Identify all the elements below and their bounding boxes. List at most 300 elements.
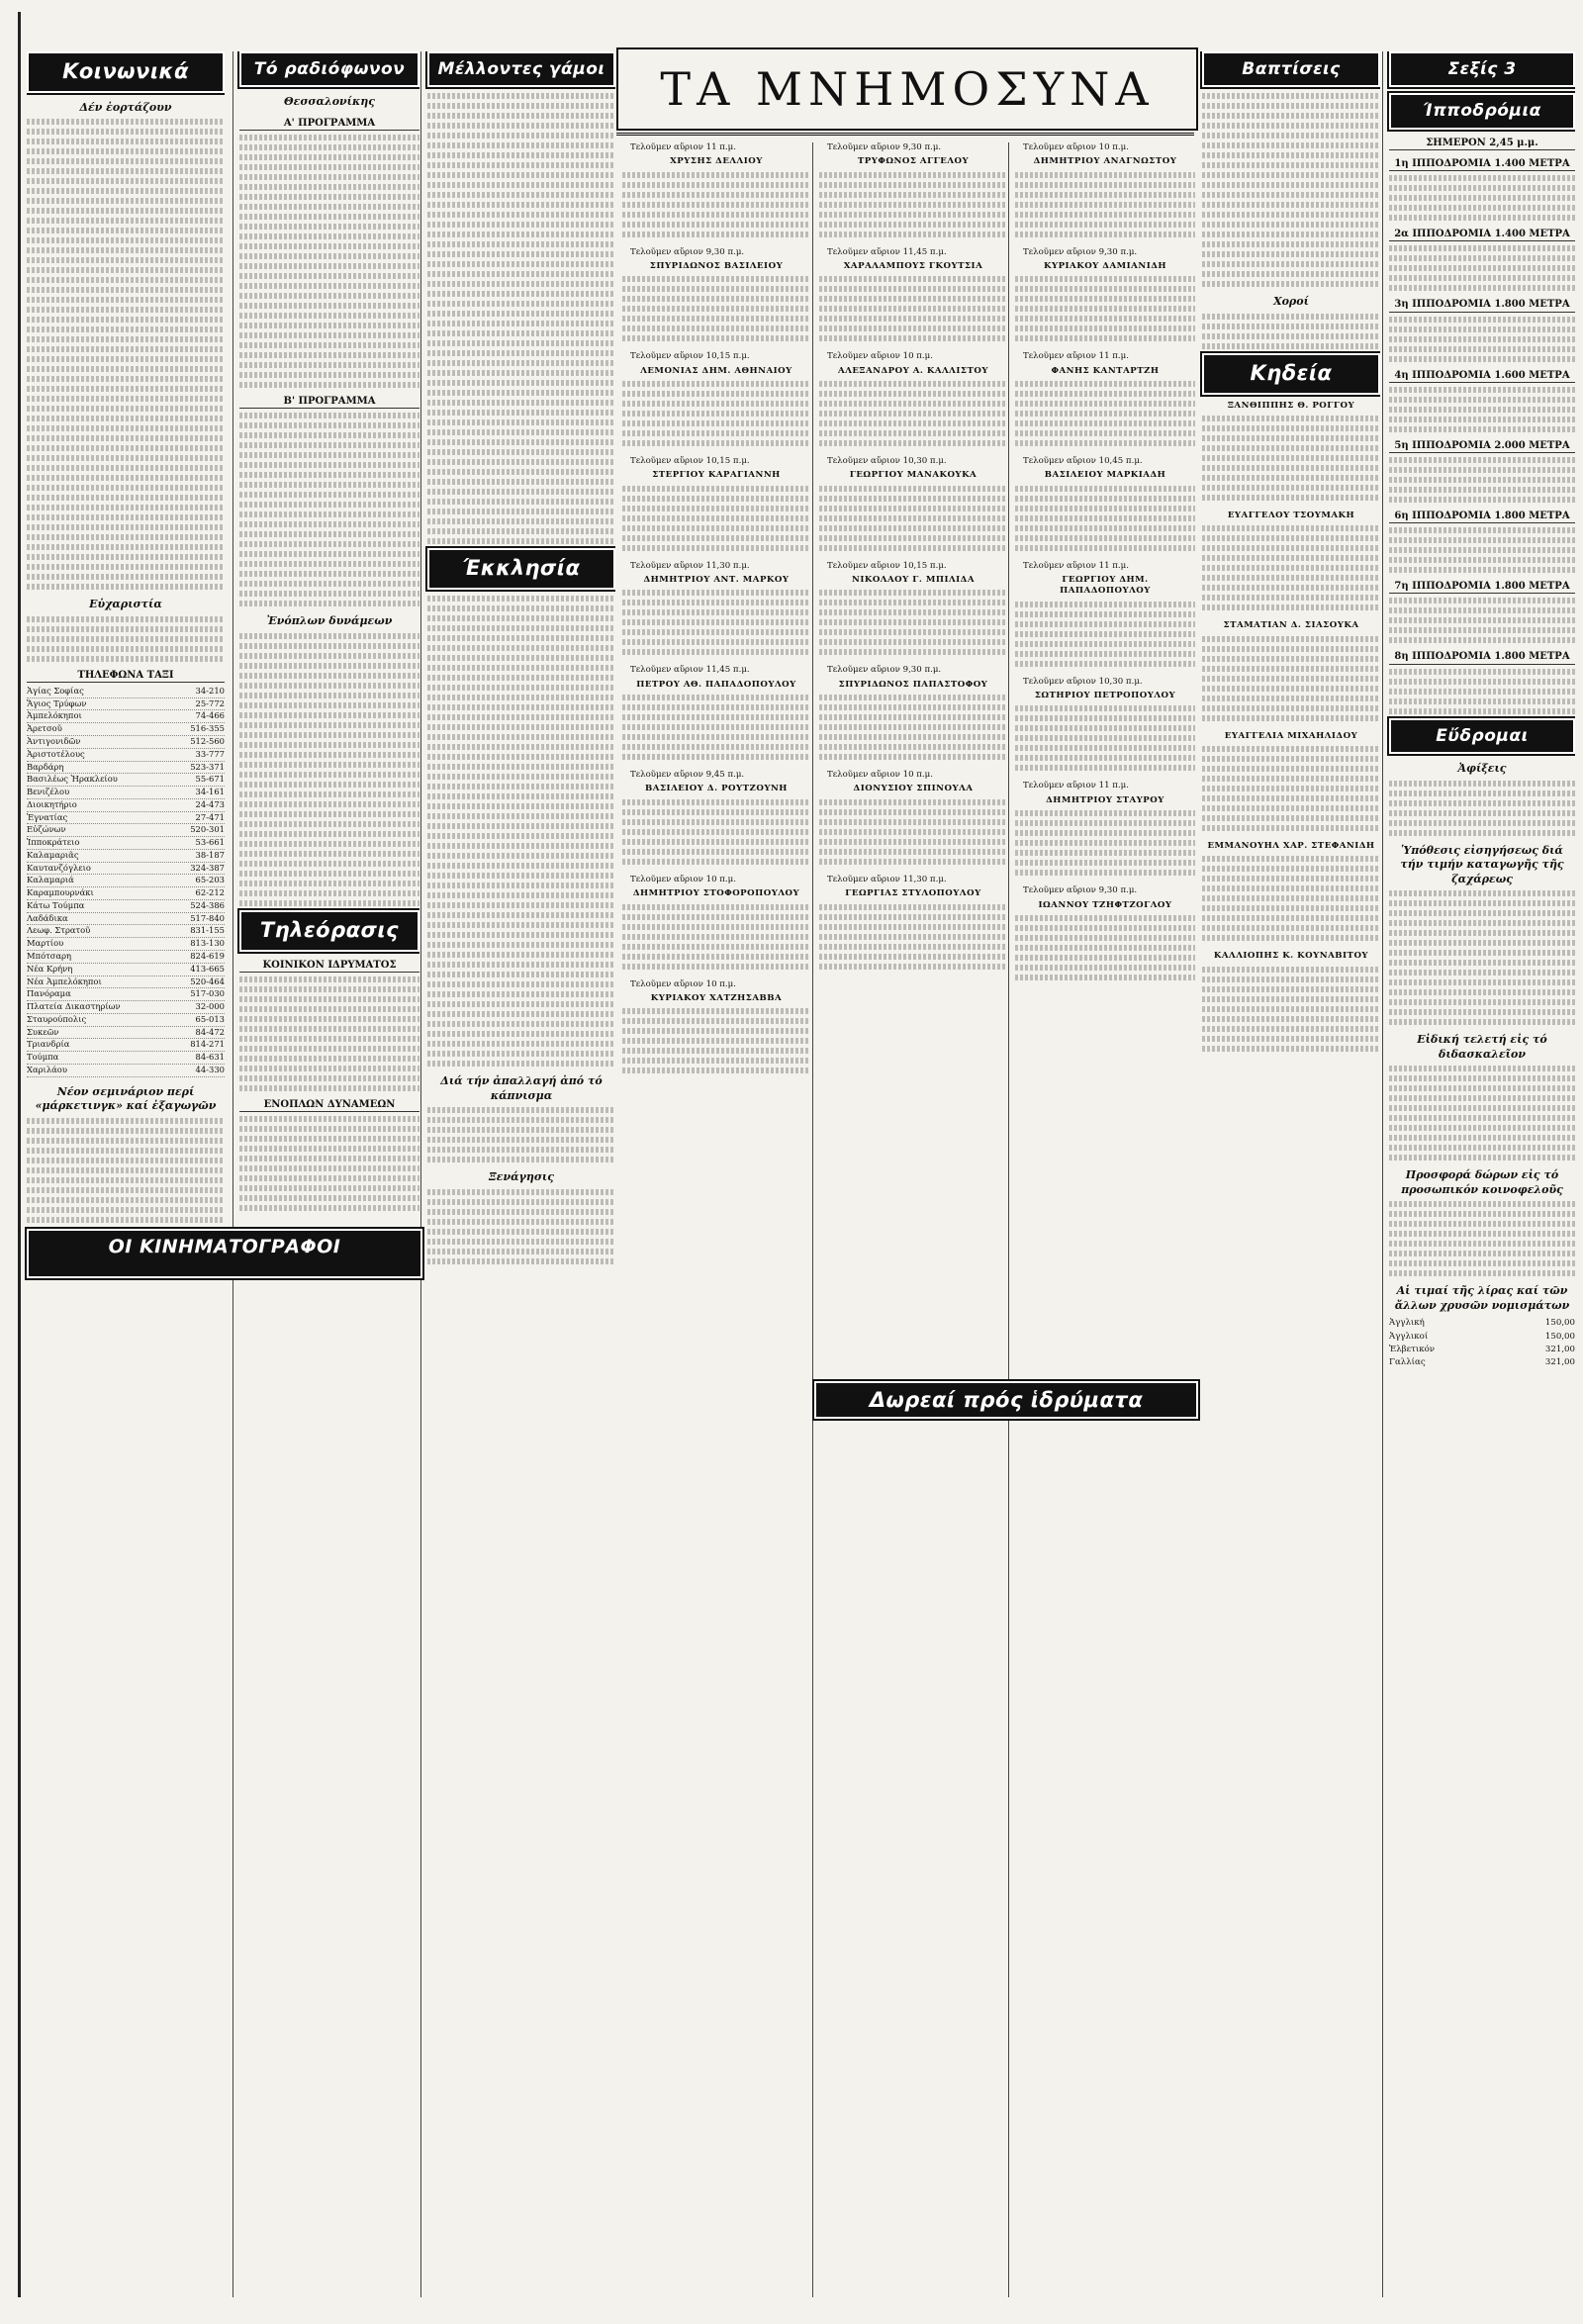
memorial-text	[622, 590, 810, 655]
column-mnemosyna-1	[616, 142, 810, 2297]
memorial-notice	[622, 979, 810, 1074]
memorial-time: Τελοῦμεν αὔριον 10,30 π.μ.	[1023, 676, 1143, 687]
memorial-name: ΔΗΜΗΤΡΙΟΥ ΑΝΤ. ΜΑΡΚΟΥ	[643, 575, 790, 586]
memorial-time: Τελοῦμεν αὔριον 10,15 π.μ.	[827, 560, 947, 571]
memorial-name: ΦΑΝΗΣ ΚΑΝΤΑΡΤΖΗ	[1051, 365, 1160, 376]
den-eortazoun-heading: Δέν ἑορτάζουν	[79, 100, 172, 114]
taxi-area: Μαρτίου	[27, 938, 64, 949]
kideia-text	[1202, 525, 1380, 610]
taxi-phone-row	[27, 812, 225, 825]
taxi-phone-row	[27, 774, 225, 787]
memorial-name: ΛΕΜΟΝΙΑΣ ΔΗΜ. ΑΘΗΝΑΙΟΥ	[640, 365, 792, 376]
memorial-name: ΔΗΜΗΤΡΙΟΥ ΣΤΑΥΡΟΥ	[1046, 794, 1164, 805]
race-entries	[1389, 669, 1575, 714]
taxi-area: Διοικητήριο	[27, 798, 77, 809]
memorial-notice	[1015, 247, 1195, 342]
taxi-number: 65-203	[195, 875, 225, 885]
xenagisis-text	[427, 1189, 615, 1264]
race-heading: 8η ΙΠΠΟΔΡΟΜΙΑ 1.800 ΜΕΤΡΑ	[1389, 650, 1575, 664]
memorial-time: Τελοῦμεν αὔριον 10,30 π.μ.	[827, 456, 947, 467]
memorial-notice	[622, 142, 810, 237]
memorial-time: Τελοῦμεν αὔριον 11 π.μ.	[1023, 781, 1129, 791]
memorial-notice	[1015, 142, 1195, 237]
gold-row	[1389, 1356, 1575, 1369]
arrivals-text	[1389, 781, 1575, 836]
gamoi-banner: Μέλλοντες γάμοι	[427, 51, 615, 87]
race-heading: 4η ΙΠΠΟΔΡΟΜΙΑ 1.600 ΜΕΤΡΑ	[1389, 369, 1575, 383]
taxi-area: Λαδάδικα	[27, 912, 68, 923]
taxi-area: Εὐζώνων	[27, 824, 66, 835]
memorial-notice	[1015, 351, 1195, 446]
memorial-text	[622, 486, 810, 551]
kideia-text	[1202, 416, 1380, 501]
memorial-notice	[819, 665, 1007, 760]
ceremony-heading: Εἰδική τελετή εἰς τό διδασκαλεῖον	[1417, 1033, 1547, 1061]
sexis-banner: Σεξίς 3	[1389, 51, 1575, 87]
mnemosyna-title: ΤΑ ΜΝΗΜΟΣΥΝΑ	[660, 62, 1155, 116]
race-heading: 5η ΙΠΠΟΔΡΟΜΙΑ 2.000 ΜΕΤΡΑ	[1389, 439, 1575, 453]
coin-price: 321,00	[1544, 1357, 1575, 1368]
memorial-name: ΒΑΣΙΛΕΙΟΥ Δ. ΡΟΥΤΖΟΥΝΗ	[645, 784, 788, 794]
memorial-notice	[622, 561, 810, 656]
column-mnemosyna-3	[1008, 142, 1195, 2297]
memorial-notice	[819, 561, 1007, 656]
taxi-phone-row	[27, 988, 225, 1001]
coin-name: Ἀγγλικοί	[1389, 1331, 1429, 1342]
taxi-phone-row	[27, 900, 225, 913]
taxi-number: 55-671	[195, 774, 225, 785]
memorial-notice	[622, 456, 810, 551]
apallagi-heading: Διά τήν ἀπαλλαγή ἀπό τό κάπνισμα	[440, 1074, 603, 1102]
memorial-text	[1015, 486, 1195, 551]
memorial-time: Τελοῦμεν αὔριον 10,15 π.μ.	[630, 351, 750, 362]
memorial-notice	[1015, 885, 1195, 980]
taxi-phone-row	[27, 1039, 225, 1052]
taxi-phone-row	[27, 824, 225, 837]
b-programma-heading: Β' ΠΡΟΓΡΑΜΜΑ	[239, 395, 419, 409]
euodromai-banner: Εὔδρομαι	[1389, 718, 1575, 754]
tv-text-2	[239, 1116, 419, 1211]
memorial-text	[1015, 172, 1195, 237]
kideia-text	[1202, 856, 1380, 941]
taxi-area: Χαριλάου	[27, 1064, 67, 1074]
memorial-name: ΔΗΜΗΤΡΙΟΥ ΑΝΑΓΝΩΣΤΟΥ	[1033, 156, 1177, 167]
race-list	[1389, 157, 1575, 714]
taxi-area: Σταυρούπολις	[27, 1013, 87, 1024]
apallagi-text	[427, 1107, 615, 1162]
taxi-phone-row	[27, 938, 225, 951]
taxi-phone-row	[27, 698, 225, 711]
memorial-name: ΝΙΚΟΛΑΟΥ Γ. ΜΠΙΛΙΔΑ	[851, 575, 976, 586]
taxi-number: 813-130	[190, 938, 225, 949]
column-sexis	[1382, 51, 1575, 2297]
column-gamoi	[420, 51, 615, 2297]
memorial-text	[622, 381, 810, 446]
memorial-name: ΣΠΥΡΙΔΩΝΟΣ ΠΑΠΑΣΤΟΦΟΥ	[838, 679, 988, 690]
taxi-area: Ἅγιος Τρύφων	[27, 697, 87, 708]
memorial-text	[1015, 915, 1195, 980]
gold-price-table	[1389, 1317, 1575, 1369]
taxi-area: Μπότσαρη	[27, 951, 72, 962]
memorial-time: Τελοῦμεν αὔριον 11 π.μ.	[630, 142, 736, 152]
kideia-notice	[1202, 731, 1380, 831]
taxi-area: Νέα Ἀμπελόκηποι	[27, 976, 102, 986]
memorial-time: Τελοῦμεν αὔριον 11 π.μ.	[1023, 351, 1129, 362]
taxi-phone-row	[27, 925, 225, 938]
eucharistia-text	[27, 616, 225, 662]
taxi-number: 814-271	[190, 1039, 225, 1050]
taxi-area: Βασιλέως Ἡρακλείου	[27, 774, 118, 785]
memorial-text	[1015, 381, 1195, 446]
taxi-phone-row	[27, 799, 225, 812]
taxi-number: 324-387	[190, 862, 225, 873]
taxi-area: Ἱπποκράτειο	[27, 837, 80, 848]
taxi-phone-row	[27, 710, 225, 723]
kideia-name: ΣΤΑΜΑΤΙΑΝ Δ. ΣΙΑΣΟΥΚΑ	[1223, 620, 1359, 631]
koinonika-text	[27, 119, 225, 590]
memorial-notice	[819, 770, 1007, 865]
memorial-notice	[1015, 781, 1195, 876]
taxi-phone-row	[27, 736, 225, 749]
taxi-number: 84-631	[195, 1052, 225, 1063]
taxi-area: Βενιζέλου	[27, 787, 70, 797]
memorial-notice	[819, 247, 1007, 342]
kideia-banner: Κηδεία	[1202, 353, 1380, 395]
memorial-text	[622, 1008, 810, 1073]
taxi-area: Ἀριστοτέλους	[27, 748, 85, 759]
thessaloniki-heading: Θεσσαλονίκης	[284, 95, 375, 109]
taxi-area: Ἐγνατίας	[27, 811, 68, 822]
memorial-time: Τελοῦμεν αὔριον 9,45 π.μ.	[630, 770, 745, 781]
gifts-heading: Προσφορά δώρων εἰς τό προσωπικόν κοινοφελοῦς	[1401, 1168, 1563, 1196]
memorial-time: Τελοῦμεν αὔριον 11,45 π.μ.	[827, 246, 947, 257]
taxi-phone-row	[27, 1052, 225, 1065]
race-entries	[1389, 317, 1575, 362]
memorial-notice	[819, 875, 1007, 970]
memorial-text	[819, 486, 1007, 551]
kideia-notice	[1202, 511, 1380, 610]
memorial-notice	[819, 351, 1007, 446]
memorial-name: ΔΗΜΗΤΡΙΟΥ ΣΤΟΦΟΡΟΠΟΥΛΟΥ	[632, 888, 800, 899]
taxi-number: 33-777	[195, 748, 225, 759]
kideia-notice	[1202, 620, 1380, 720]
kideia-name: ΚΑΛΛΙΟΠΗΣ Κ. ΚΟΥΝΑΒΙΤΟΥ	[1213, 951, 1369, 962]
memorial-name: ΣΤΕΡΓΙΟΥ ΚΑΡΑΓΙΑΝΝΗ	[652, 470, 781, 481]
memorial-text	[622, 276, 810, 341]
taxi-number: 512-560	[190, 736, 225, 746]
memorial-text	[1015, 810, 1195, 876]
taxi-area: Τούμπα	[27, 1052, 59, 1063]
taxi-number: 32-000	[195, 1001, 225, 1012]
memorial-time: Τελοῦμεν αὔριον 11,45 π.μ.	[630, 665, 750, 676]
coin-price: 150,00	[1544, 1318, 1575, 1329]
racing-date: ΣΗΜΕΡΟΝ 2,45 μ.μ.	[1389, 137, 1575, 150]
ippodromia-banner: Ίπποδρόμια	[1389, 93, 1575, 129]
taxi-phones-heading: ΤΗΛΕΦΩΝΑ ΤΑΞΙ	[27, 669, 225, 683]
taxi-number: 53-661	[195, 837, 225, 848]
taxi-phone-row	[27, 1014, 225, 1027]
race-entries	[1389, 387, 1575, 432]
taxi-number: 34-161	[195, 787, 225, 797]
taxi-number: 44-330	[195, 1064, 225, 1074]
mnemosyna-rule	[616, 133, 1194, 136]
memorial-text	[622, 172, 810, 237]
kideia-name: ΞΑΝΘΙΠΠΗΣ Θ. ΡΟΓΓΟΥ	[1227, 400, 1355, 411]
enoplon-text	[239, 633, 419, 906]
eucharistia-heading: Εὐχαριστία	[89, 598, 162, 611]
taxi-number: 524-386	[190, 899, 225, 910]
taxi-number: 65-013	[195, 1013, 225, 1024]
kideia-text	[1202, 636, 1380, 721]
memorial-notice	[1015, 561, 1195, 667]
memorial-text	[819, 590, 1007, 655]
gold-row	[1389, 1331, 1575, 1344]
taxi-number: 520-301	[190, 824, 225, 835]
gifts-text	[1389, 1201, 1575, 1276]
memorial-notice	[1015, 456, 1195, 551]
taxi-number: 84-472	[195, 1026, 225, 1037]
taxi-phone-row	[27, 686, 225, 698]
taxi-phone-row	[27, 762, 225, 775]
gold-row	[1389, 1317, 1575, 1330]
tileorasis-banner: Τηλεόρασις	[239, 910, 419, 952]
taxi-phone-row	[27, 850, 225, 863]
memorial-text	[1015, 705, 1195, 771]
taxi-area: Ἁγίας Σοφίας	[27, 685, 84, 696]
memorial-text	[819, 695, 1007, 760]
ceremony-text	[1389, 1066, 1575, 1161]
memorial-notice	[622, 351, 810, 446]
enoplon-heading: Ἐνόπλων δυνάμεων	[266, 614, 393, 628]
kideia-notice	[1202, 951, 1380, 1051]
taxi-phone-row	[27, 887, 225, 900]
memorial-name: ΔΙΟΝΥΣΙΟΥ ΣΠΙΝΟΥΛΑ	[853, 784, 974, 794]
a-programma-text	[239, 135, 419, 388]
taxi-area: Καλαμαριᾶς	[27, 849, 79, 860]
memorial-name: ΑΛΕΞΑΝΔΡΟΥ Α. ΚΑΛΛΙΣΤΟΥ	[838, 365, 988, 376]
choroi-heading: Χοροί	[1273, 295, 1309, 309]
memorial-time: Τελοῦμεν αὔριον 10 π.μ.	[630, 874, 736, 884]
memorial-text	[1015, 276, 1195, 341]
taxi-phone-row	[27, 837, 225, 850]
race-entries	[1389, 598, 1575, 643]
race-entries	[1389, 527, 1575, 573]
taxi-phone-row	[27, 787, 225, 799]
column-radio	[233, 51, 419, 2297]
choroi-text	[1202, 314, 1380, 349]
kideia-list	[1202, 401, 1380, 1052]
memorial-name: ΓΕΩΡΓΙΟΥ ΔΗΜ. ΠΑΠΑΔΟΠΟΥΛΟΥ	[1060, 575, 1151, 597]
memorial-notice	[622, 247, 810, 342]
memorial-time: Τελοῦμεν αὔριον 11,30 π.μ.	[827, 874, 947, 884]
taxi-phone-row	[27, 875, 225, 887]
taxi-phone-row	[27, 863, 225, 876]
kideia-name: ΕΥΑΓΓΕΛΟΥ ΤΣΟΥΜΑΚΗ	[1227, 511, 1355, 521]
taxi-phone-row	[27, 976, 225, 989]
taxi-phone-row	[27, 964, 225, 976]
taxi-area: Νέα Κρήνη	[27, 963, 73, 974]
memorial-text	[622, 799, 810, 865]
taxi-phone-row	[27, 1001, 225, 1014]
memorial-name: ΓΕΩΡΓΙΟΥ ΜΑΝΑΚΟΥΚΑ	[849, 470, 978, 481]
memorial-notice	[622, 770, 810, 865]
kideia-text	[1202, 967, 1380, 1052]
memorial-name: ΣΠΥΡΙΔΩΝΟΣ ΒΑΣΙΛΕΙΟΥ	[649, 261, 784, 272]
taxi-area: Λεωφ. Στρατοῦ	[27, 925, 91, 936]
newspaper-page	[18, 12, 1574, 2297]
race-heading: 3η ΙΠΠΟΔΡΟΜΙΑ 1.800 ΜΕΤΡΑ	[1389, 298, 1575, 312]
memorial-time: Τελοῦμεν αὔριον 10,45 π.μ.	[1023, 456, 1143, 467]
kideia-text	[1202, 746, 1380, 831]
memorial-time: Τελοῦμεν αὔριον 9,30 π.μ.	[1023, 246, 1138, 257]
taxi-area: Πλατεία Δικαστηρίων	[27, 1001, 121, 1012]
vaptiseis-banner: Βαπτίσεις	[1202, 51, 1380, 87]
coin-name: Ἑλβετικόν	[1389, 1344, 1435, 1354]
taxi-area: Πανόραμα	[27, 988, 71, 999]
memorial-time: Τελοῦμεν αὔριον 10 π.μ.	[827, 351, 933, 362]
vaptiseis-text	[1202, 93, 1380, 287]
taxi-area: Ἀντιγονιδῶν	[27, 736, 81, 746]
koinonika-banner: Κοινωνικά	[27, 51, 225, 93]
memorial-time: Τελοῦμεν αὔριον 9,30 π.μ.	[827, 142, 942, 152]
taxi-number: 74-466	[195, 710, 225, 721]
memorial-notice	[622, 665, 810, 760]
memorial-name: ΚΥΡΙΑΚΟΥ ΧΑΤΖΗΣΑΒΒΑ	[650, 992, 783, 1003]
kinimatografoi-banner: ΟΙ ΚΙΝΗΜΑΤΟΓΡΑΦΟΙ	[27, 1229, 422, 1278]
memorial-notice	[622, 875, 810, 970]
column-vaptiseis	[1196, 51, 1380, 2297]
race-entries	[1389, 175, 1575, 221]
taxi-phone-list	[27, 686, 225, 1077]
coin-price: 321,00	[1544, 1344, 1575, 1354]
memorial-notice	[1015, 677, 1195, 772]
taxi-number: 824-619	[190, 951, 225, 962]
column-mnemosyna-2	[812, 142, 1007, 2297]
memorial-time: Τελοῦμεν αὔριον 11 π.μ.	[1023, 560, 1129, 571]
xenagisis-heading: Ξενάγησις	[489, 1170, 554, 1184]
memorial-name: ΚΥΡΙΑΚΟΥ ΔΑΜΙΑΝΙΔΗ	[1043, 261, 1167, 272]
kideia-name: ΕΜΜΑΝΟΥΗΛ ΧΑΡ. ΣΤΕΦΑΝΙΔΗ	[1207, 841, 1375, 852]
taxi-phone-row	[27, 951, 225, 964]
coin-price: 150,00	[1544, 1331, 1575, 1342]
memorial-text	[1015, 602, 1195, 667]
koinikon-heading: ΚΟΙΝΙΚΟΝ ΙΔΡΥΜΑΤΟΣ	[239, 959, 419, 973]
memorial-text	[622, 904, 810, 970]
sugar-text	[1389, 890, 1575, 1025]
taxi-phone-row	[27, 749, 225, 762]
memorial-text	[819, 381, 1007, 446]
memorial-text	[819, 799, 1007, 865]
kideia-notice	[1202, 841, 1380, 941]
taxi-number: 38-187	[195, 849, 225, 860]
taxi-number: 520-464	[190, 976, 225, 986]
memorial-text	[622, 695, 810, 760]
taxi-number: 523-371	[190, 761, 225, 772]
memorial-text	[819, 276, 1007, 341]
taxi-area: Καυτανζόγλειο	[27, 862, 91, 873]
taxi-phone-row	[27, 1065, 225, 1077]
taxi-phone-row	[27, 723, 225, 736]
taxi-number: 24-473	[195, 798, 225, 809]
doreai-banner: Δωρεαί πρός ἱδρύματα	[814, 1381, 1198, 1419]
race-heading: 6η ΙΠΠΟΔΡΟΜΙΑ 1.800 ΜΕΤΡΑ	[1389, 510, 1575, 523]
race-heading: 2α ΙΠΠΟΔΡΟΜΙΑ 1.400 ΜΕΤΡΑ	[1389, 228, 1575, 241]
race-heading: 7η ΙΠΠΟΔΡΟΜΙΑ 1.800 ΜΕΤΡΑ	[1389, 580, 1575, 594]
taxi-phone-row	[27, 913, 225, 926]
memorial-name: ΧΑΡΑΛΑΜΠΟΥΣ ΓΚΟΥΤΣΙΑ	[843, 261, 983, 272]
taxi-area: Καραμπουρνάκι	[27, 887, 94, 898]
memorial-name: ΙΩΑΝΝΟΥ ΤΖΗΦΤΖΟΓΛΟΥ	[1038, 899, 1172, 910]
kideia-notice	[1202, 401, 1380, 501]
taxi-phone-row	[27, 1027, 225, 1040]
a-programma-heading: Α' ΠΡΟΓΡΑΜΜΑ	[239, 117, 419, 131]
taxi-area: Κάτω Τούμπα	[27, 899, 85, 910]
seminar-heading: Νέον σεμινάριον περί «μάρκετινγκ» καί ἐξαγωγῶν	[35, 1084, 217, 1113]
gamoi-text	[427, 93, 615, 544]
taxi-number: 27-471	[195, 811, 225, 822]
memorial-time: Τελοῦμεν αὔριον 9,30 π.μ.	[1023, 885, 1138, 896]
kideia-name: ΕΥΑΓΓΕΛΙΑ ΜΙΧΑΗΛΙΔΟΥ	[1224, 730, 1358, 741]
sugar-heading: Ὑπόθεσις εἰσηγήσεως διά τήν τιμήν καταγωγῆς τῆς ζαχάρεως	[1400, 843, 1564, 885]
memorial-name: ΣΩΤΗΡΙΟΥ ΠΕΤΡΟΠΟΥΛΟΥ	[1034, 691, 1176, 701]
race-entries	[1389, 457, 1575, 503]
ekklisia-text	[427, 596, 615, 1067]
taxi-number: 517-840	[190, 912, 225, 923]
memorial-notice	[819, 456, 1007, 551]
memorial-time: Τελοῦμεν αὔριον 10,15 π.μ.	[630, 456, 750, 467]
coin-name: Ἀγγλική	[1389, 1318, 1425, 1329]
memorial-time: Τελοῦμεν αὔριον 10 π.μ.	[1023, 142, 1129, 152]
mnemosyna-header	[616, 47, 1198, 131]
memorial-name: ΓΕΩΡΓΙΑΣ ΣΤΥΛΟΠΟΥΛΟΥ	[845, 888, 981, 899]
taxi-number: 831-155	[190, 925, 225, 936]
seminar-text	[27, 1118, 225, 1233]
memorial-name: ΧΡΥΣΗΣ ΔΕΛΛΙΟΥ	[670, 156, 763, 167]
memorial-time: Τελοῦμεν αὔριον 10 π.μ.	[827, 770, 933, 781]
memorial-name: ΠΕΤΡΟΥ ΑΘ. ΠΑΠΑΔΟΠΟΥΛΟΥ	[636, 679, 796, 690]
column-koinonika	[27, 51, 225, 2297]
taxi-area: Συκεῶν	[27, 1026, 59, 1037]
memorial-time: Τελοῦμεν αὔριον 9,30 π.μ.	[630, 246, 745, 257]
taxi-number: 413-665	[190, 963, 225, 974]
tv-text-1	[239, 976, 419, 1091]
coin-name: Γαλλίας	[1389, 1357, 1426, 1368]
ekklisia-banner: Έκκλησία	[427, 548, 615, 590]
b-programma-text	[239, 413, 419, 606]
arrivals-heading: Ἀφίξεις	[1457, 762, 1507, 775]
gold-row	[1389, 1344, 1575, 1356]
taxi-area: Ἀρετσοῦ	[27, 723, 62, 734]
memorial-notice	[819, 142, 1007, 237]
taxi-number: 25-772	[195, 697, 225, 708]
memorial-time: Τελοῦμεν αὔριον 11,30 π.μ.	[630, 560, 750, 571]
taxi-number: 62-212	[195, 887, 225, 898]
taxi-area: Τριανδρία	[27, 1039, 70, 1050]
memorial-text	[819, 904, 1007, 970]
memorial-time: Τελοῦμεν αὔριον 9,30 π.μ.	[827, 665, 942, 676]
memorial-name: ΤΡΥΦΩΝΟΣ ΑΓΓΕΛΟΥ	[857, 156, 970, 167]
gold-heading: Αἱ τιμαί τῆς λίρας καί τῶν ἄλλων χρυσῶν νομισμάτων	[1394, 1284, 1570, 1312]
taxi-number: 517-030	[190, 988, 225, 999]
memorial-name: ΒΑΣΙΛΕΙΟΥ ΜΑΡΚΙΑΔΗ	[1044, 470, 1166, 481]
taxi-number: 516-355	[190, 723, 225, 734]
race-heading: 1η ΙΠΠΟΔΡΟΜΙΑ 1.400 ΜΕΤΡΑ	[1389, 157, 1575, 171]
memorial-time: Τελοῦμεν αὔριον 10 π.μ.	[630, 978, 736, 989]
race-entries	[1389, 245, 1575, 291]
taxi-area: Βαρδάρη	[27, 761, 64, 772]
memorial-text	[819, 172, 1007, 237]
enoplon-caps-heading: ΕΝΟΠΛΩΝ ΔΥΝΑΜΕΩΝ	[239, 1098, 419, 1112]
